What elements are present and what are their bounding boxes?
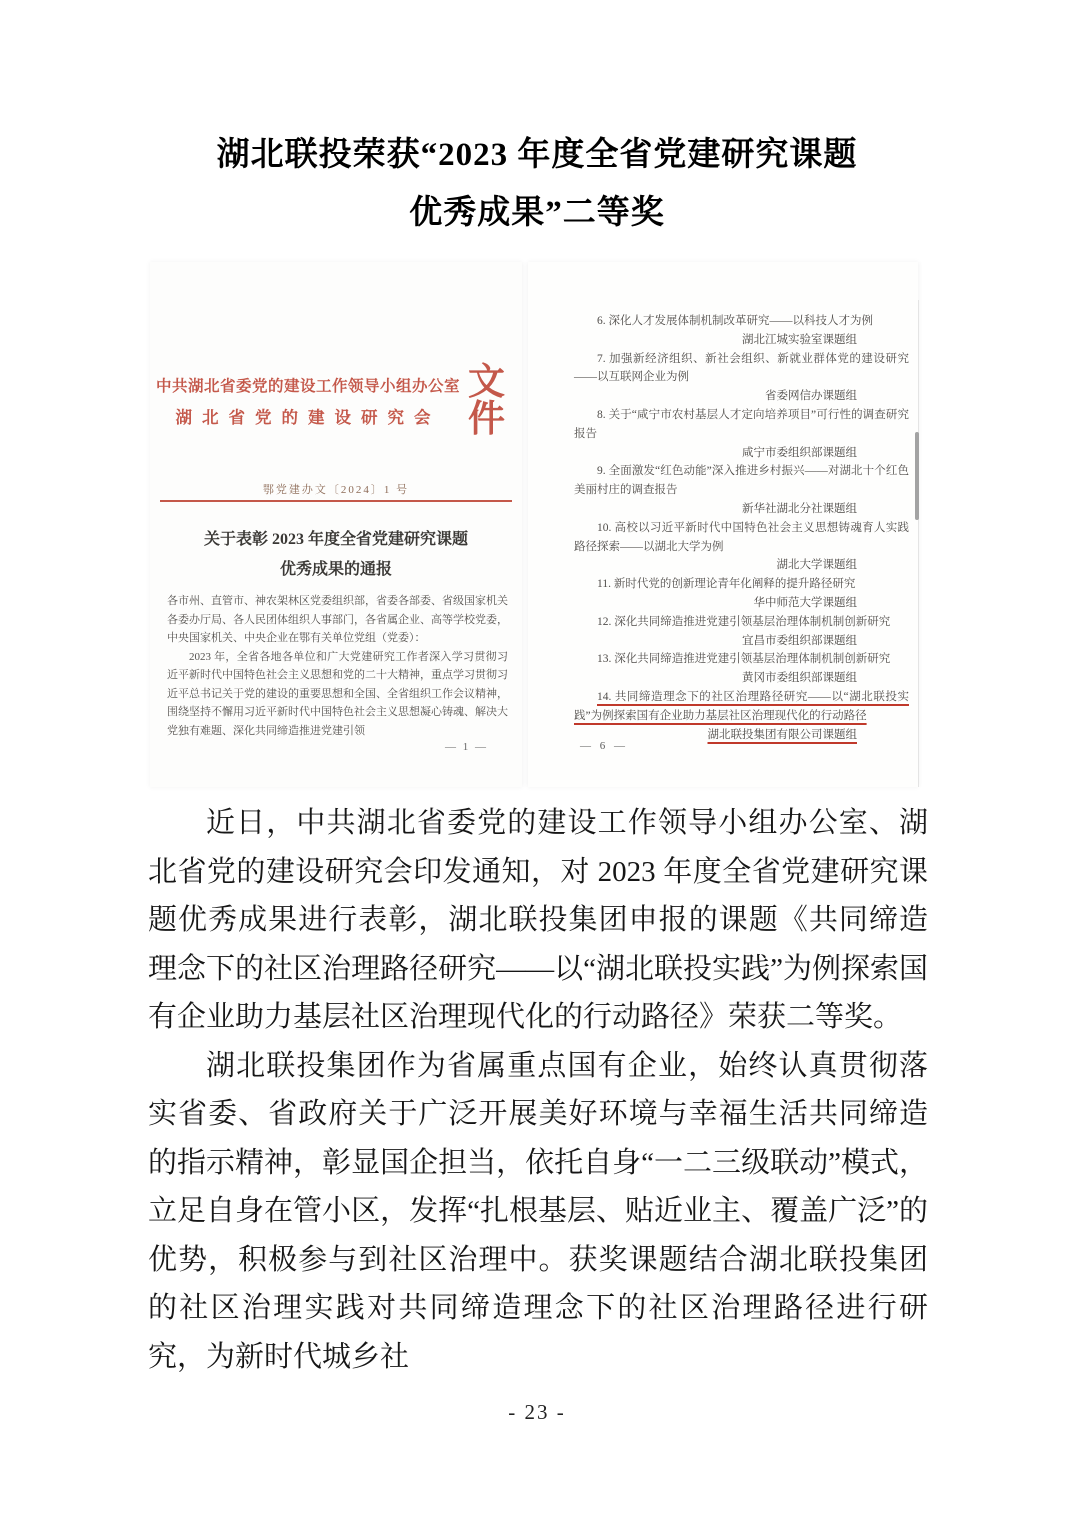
award-item-group: 宜昌市委组织部课题组	[742, 634, 857, 647]
scanned-page-6-number: — 6 —	[580, 740, 628, 752]
scanned-page-6	[528, 262, 918, 787]
award-item-group: 黄冈市委组织部课题组	[742, 672, 857, 685]
page-title	[0, 126, 1074, 242]
notice-paragraph: 2023 年，全省各地各单位和广大党建研究工作者深入学习贯彻习近平新时代中国特色社会主义思想和党的二十大精神，重点学习贯彻习近平总书记关于党的建设的重要思想和全国、全省组织工作会议精神，围绕坚持不懈用习近平新时代中国特色社会主义思想凝心铸魂、解决大党独有难题、深化共同缔造推进党建引领	[167, 650, 508, 737]
award-item-group: 新华社湖北分社课题组	[742, 502, 857, 515]
article-paragraph-2: 湖北联投集团作为省属重点国有企业，始终认真贯彻落实省委、省政府关于广泛开展美好环境与幸福生活共同缔造的指示精神，彰显国企担当，依托自身“一二三级联动”模式，立足自身在管小区，发挥“扎根基层、贴近业主、覆盖广泛”的优势，积极参与到社区治理中。获奖课题结合湖北联投集团的社区治理实践对共同缔造理念下的社区治理路径进行研究，为新时代城乡社	[148, 1049, 928, 1373]
scanned-page-1-number: — 1 —	[445, 741, 488, 753]
scrollbar-thumb	[915, 432, 919, 520]
article-paragraph-1: 近日，中共湖北省委党的建设工作领导小组办公室、湖北省党的建设研究会印发通知，对 2023 年度全省党建研究课题优秀成果进行表彰，湖北联投集团申报的课题《共同缔造理念下的社区治理路径研究——以“湖北联投实践”为例探索国有企业助力基层社区治理现代化的行动路径》荣获二等奖。	[148, 807, 928, 1033]
page-title-line1: 湖北联投荣获“2023 年度全省党建研究课题	[216, 137, 858, 173]
notice-title-line1: 关于表彰 2023 年度全省党建研究课题	[203, 531, 468, 548]
scanned-notice-image	[150, 262, 922, 787]
award-item-group: 咸宁市委组织部课题组	[742, 446, 857, 459]
award-item-title: 10. 高校以习近平新时代中国特色社会主义思想铸魂育人实践路径探索——以湖北大学为例	[574, 521, 909, 553]
letterhead-wenjian-mark: 文件	[468, 362, 506, 440]
notice-salutation: 各市州、直管市、神农架林区党委组织部，省委各部委、省级国家机关各委办厅局、各人民团体组织人事部门，各省属企业、高等学校党委，中央国家机关、中央企业在鄂有关单位党组（党委）：	[167, 595, 508, 644]
page-title-line2: 优秀成果”二等奖	[409, 195, 665, 231]
award-item-title: 7. 加强新经济组织、新社会组织、新就业群体党的建设研究——以互联网企业为例	[574, 352, 909, 384]
award-item-group-highlighted: 湖北联投集团有限公司课题组	[707, 728, 857, 741]
award-item-title: 11. 新时代党的创新理论青年化阐释的提升路径研究	[597, 578, 856, 591]
award-item-group: 华中师范大学课题组	[753, 596, 857, 609]
award-item-title: 12. 深化共同缔造推进党建引领基层治理体制机制创新研究	[597, 615, 891, 628]
article-body	[148, 799, 928, 1381]
award-item-title: 9. 全面激发“红色动能”深入推进乡村振兴——对湖北十个红色美丽村庄的调查报告	[574, 465, 909, 497]
letterhead-line2: 湖北省党的建设研究会	[175, 408, 441, 427]
award-item-group: 湖北江城实验室课题组	[742, 333, 857, 346]
notice-title	[150, 525, 522, 585]
award-item-title-highlighted: 14. 共同缔造理念下的社区治理路径研究——以“湖北联投实践”为例探索国有企业助力基层社区治理现代化的行动路径	[574, 690, 909, 722]
red-divider-line	[160, 500, 512, 502]
red-letterhead	[156, 364, 516, 438]
footer-page-number: - 23 -	[508, 1400, 566, 1424]
award-item-title: 8. 关于“咸宁市农村基层人才定向培养项目”可行性的调查研究报告	[574, 408, 909, 440]
notice-title-line2: 优秀成果的通报	[279, 561, 392, 578]
document-number: 鄂党建办文〔2024〕1 号	[262, 484, 410, 496]
scanned-page-1	[150, 262, 522, 787]
scrollbar-track	[918, 300, 919, 787]
award-item-group: 省委网信办课题组	[765, 390, 857, 403]
letterhead-line1: 中共湖北省委党的建设工作领导小组办公室	[156, 378, 461, 395]
award-item-title: 13. 深化共同缔造推进党建引领基层治理体制机制创新研究	[597, 653, 891, 666]
award-item-group: 湖北大学课题组	[776, 559, 857, 572]
notice-body	[167, 592, 508, 740]
award-items-list	[574, 312, 909, 744]
award-item-title: 6. 深化人才发展体制机制改革研究——以科技人才为例	[597, 315, 873, 327]
